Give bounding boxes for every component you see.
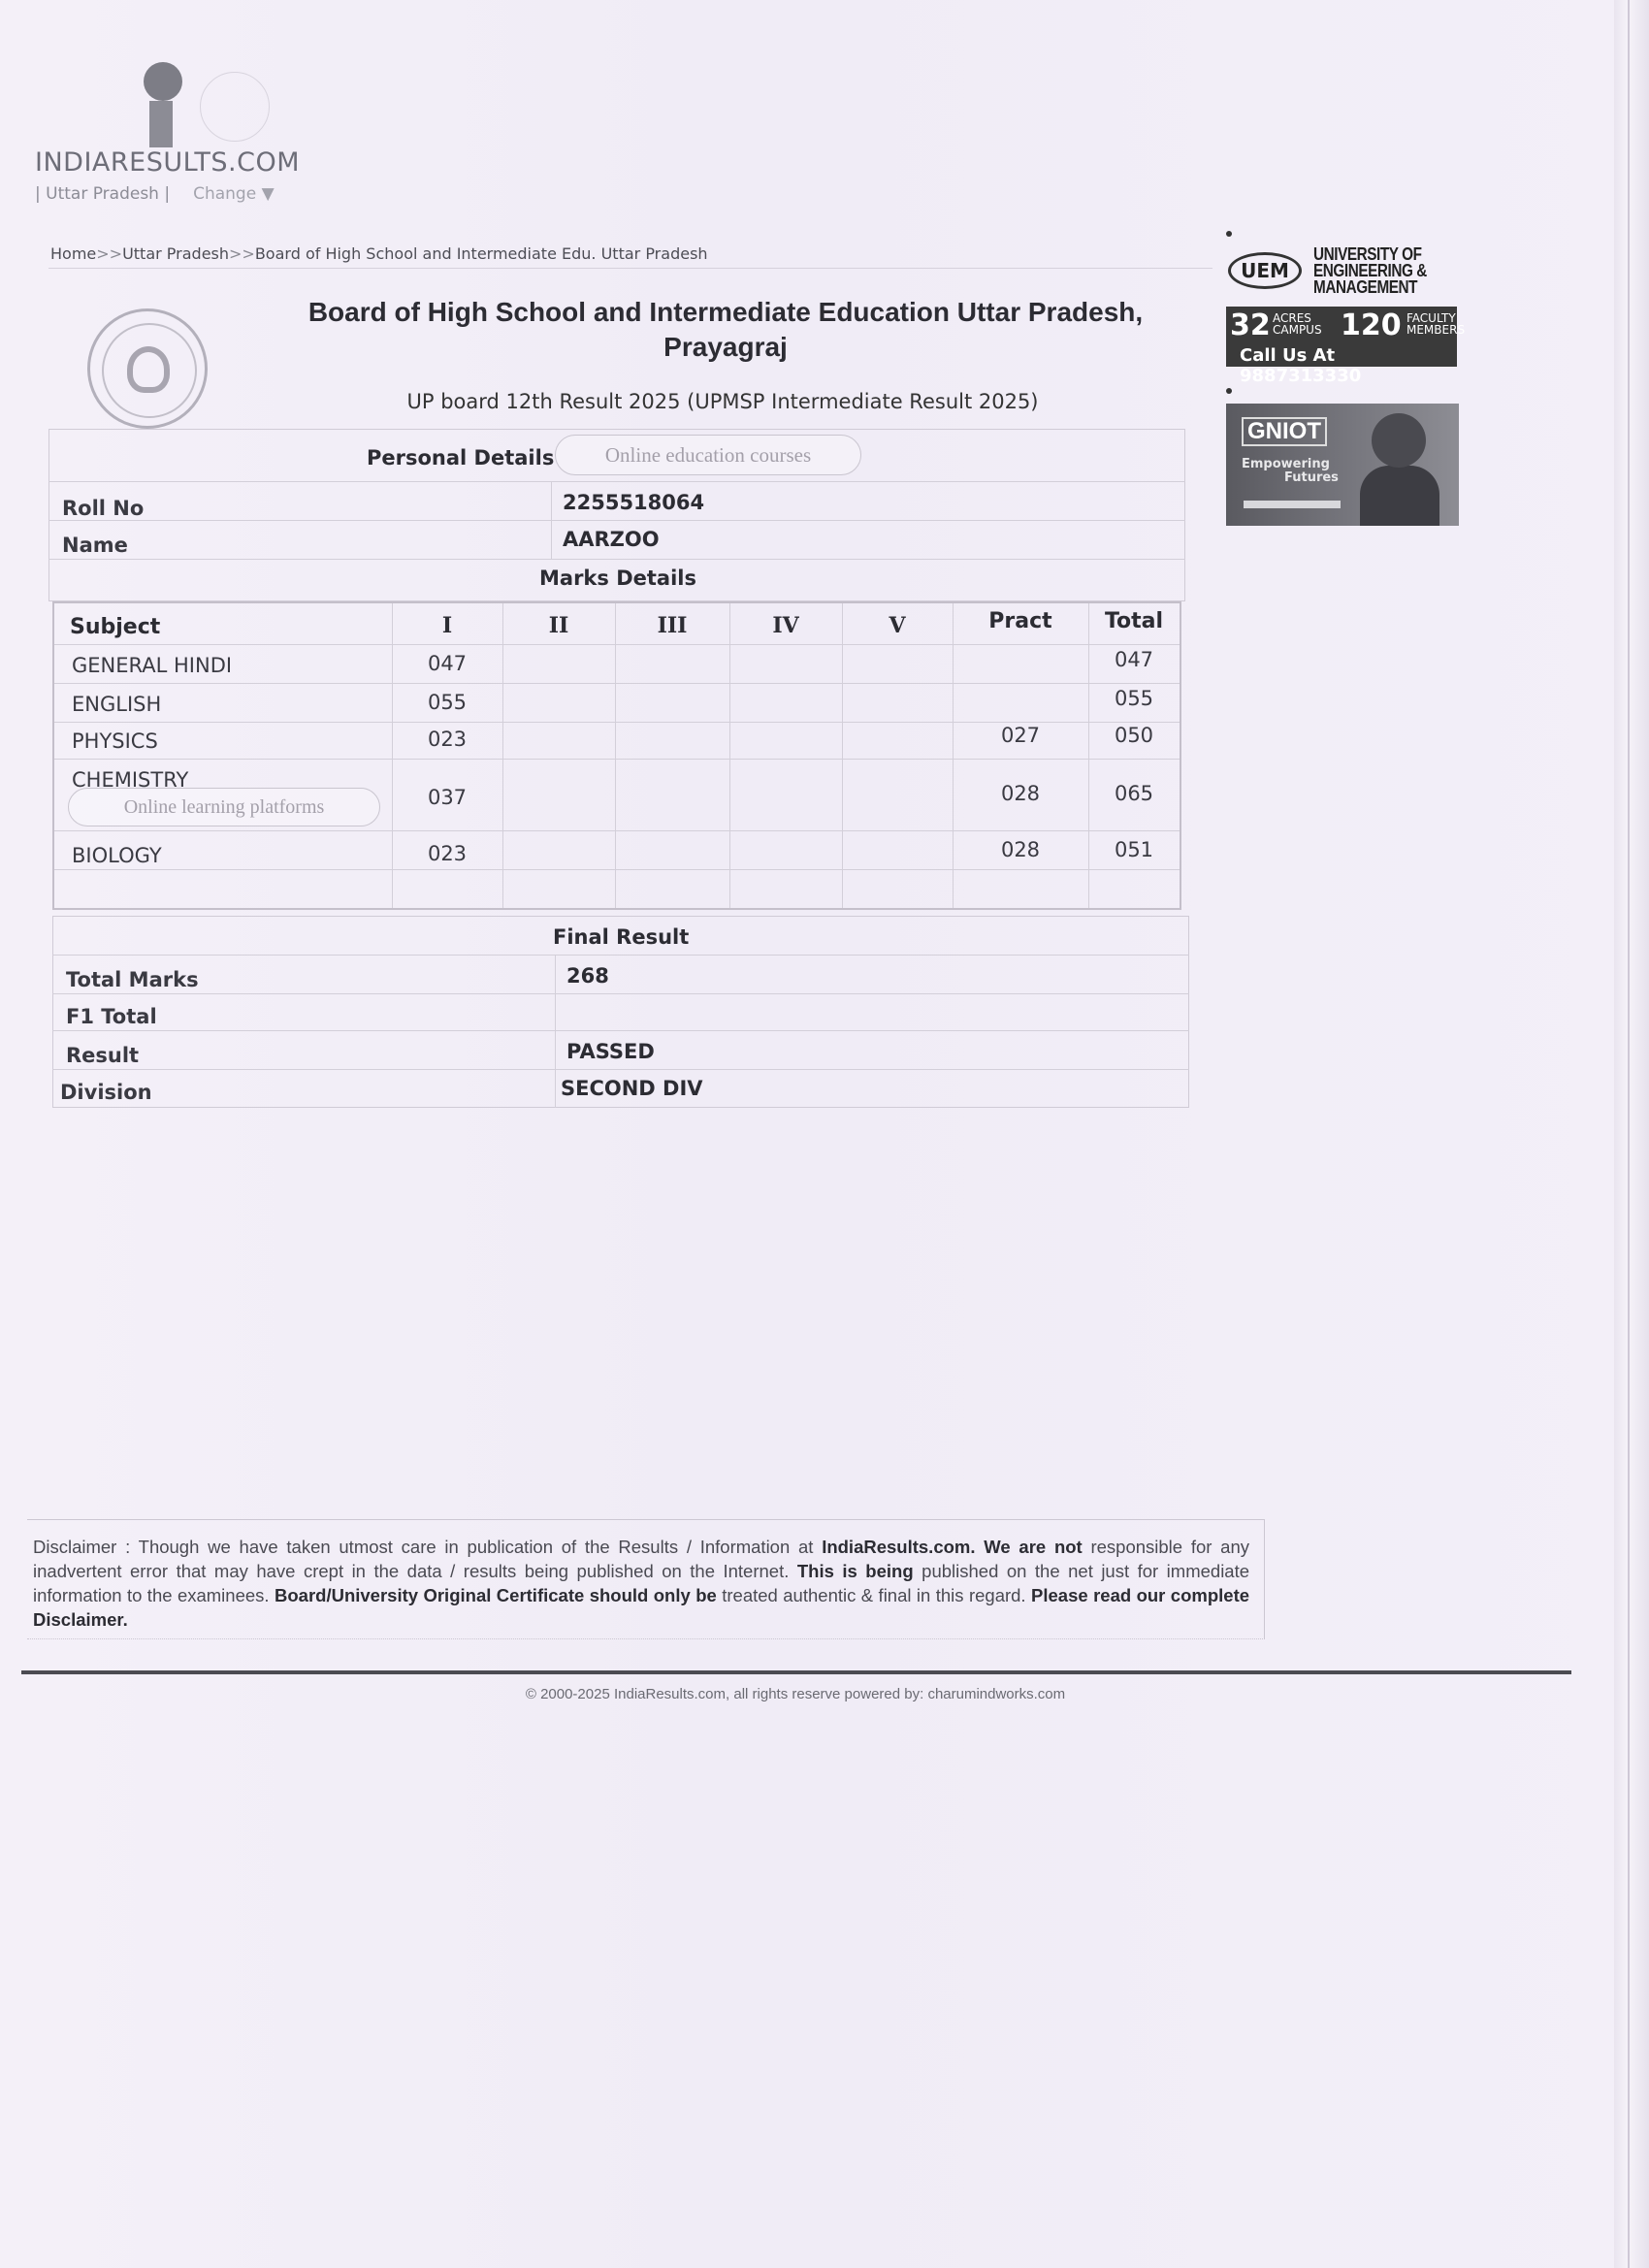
col-header-i: I [441,613,453,638]
row-divider [48,559,1185,560]
ad-uem-banner[interactable] [1226,244,1466,386]
uem-acres-label-b: CAMPUS [1273,323,1322,337]
subject-cell: CHEMISTRY [72,768,189,792]
board-seal-icon [87,308,208,429]
state-selector[interactable] [35,184,275,204]
column-divider [615,603,616,908]
marks-details-heading: Marks Details [539,567,696,590]
gniot-cta-bar [1244,501,1341,508]
result-label: Result [66,1044,140,1067]
col-header-v: V [889,613,906,638]
uem-stats-strip [1226,307,1466,386]
final-result-heading: Final Result [553,925,690,949]
uem-faculty-label [1406,312,1465,336]
row-divider [52,1069,1189,1070]
col-header-iii: III [657,613,688,638]
row-divider [54,722,1180,723]
mark-cell-pract: 028 [1000,838,1041,861]
bullet-icon [1226,231,1232,237]
row-divider [48,481,1185,482]
subject-cell: PHYSICS [72,729,158,753]
row-divider [54,759,1180,760]
column-divider [555,955,556,1108]
breadcrumb-state[interactable]: Uttar Pradesh [122,244,230,263]
ad-link-online-education[interactable]: Online education courses [555,435,861,475]
breadcrumb-home[interactable]: Home [50,244,97,263]
site-brand: INDIARESULTS.COM [35,147,301,178]
page-edge [1614,0,1649,2268]
uem-faculty-number: 120 [1341,308,1402,342]
uem-name-line: UNIVERSITY OF [1313,244,1422,264]
uem-name-line: MANAGEMENT [1313,277,1418,297]
total-marks-label: Total Marks [66,968,199,991]
state-name: | Uttar Pradesh | [35,184,171,204]
gniot-person-icon [1372,413,1426,468]
bullet-icon [1226,388,1232,394]
mark-cell-pract: 027 [1000,724,1041,747]
i-logo-icon [142,62,182,147]
gniot-tagline [1242,458,1339,485]
breadcrumb-separator: >> [96,244,123,263]
result-value: PASSED [566,1040,655,1063]
gniot-person-body [1360,466,1439,526]
mark-cell-i: 023 [427,842,468,865]
mark-cell-total: 065 [1114,782,1154,805]
name-label: Name [62,534,128,557]
uem-call-text: Call Us At 9887313330 [1240,345,1362,386]
col-header-pract: Pract [988,609,1052,633]
uem-name [1313,246,1427,296]
breadcrumb-board[interactable]: Board of High School and Intermediate Edu. Uttar Pradesh [254,244,708,263]
gniot-logo: GNIOT [1242,417,1327,446]
globe-icon [200,72,270,142]
mark-cell-i: 037 [427,786,468,809]
uem-name-line: ENGINEERING & [1313,261,1427,280]
subject-cell: BIOLOGY [72,844,162,867]
mark-cell-total: 050 [1114,724,1154,747]
title-line-2: Prayagraj [663,332,788,362]
mark-cell-i: 055 [427,691,468,714]
ad-gniot-banner[interactable] [1226,404,1459,526]
ad-link-online-learning[interactable]: Online learning platforms [68,788,380,826]
marks-table [52,601,1181,910]
gniot-tagline-a: Empowering [1242,457,1330,471]
f1-total-label: F1 Total [66,1005,157,1028]
personal-details-heading: Personal Details [367,446,555,470]
subject-cell: GENERAL HINDI [72,654,233,677]
site-logo[interactable] [35,58,307,213]
change-state-link[interactable]: Change ▼ [193,184,275,204]
breadcrumb-divider [48,268,1212,269]
disclaimer-text [33,1535,1249,1632]
row-divider [54,644,1180,645]
disclaimer-body: published on the net just for immediate information to the examinees. [33,1561,1250,1605]
uem-acres-number: 32 [1230,308,1271,342]
row-divider [54,683,1180,684]
breadcrumb [50,244,708,263]
mark-cell-total: 055 [1114,687,1154,710]
column-divider [953,603,954,908]
column-divider [842,603,843,908]
footer-copyright: © 2000-2025 IndiaResults.com, all rights reserve powered by: charumindworks.com [525,1686,1066,1702]
disclaimer-body: treated authentic & final in this regard. [722,1585,1026,1605]
disclaimer-lead: Disclaimer : Though we have taken utmost care in publication of the Results / Information at [33,1537,814,1557]
subject-cell: ENGLISH [72,693,162,716]
gniot-tagline-b: Futures [1284,470,1339,485]
row-divider [54,869,1180,870]
division-value: SECOND DIV [561,1077,703,1100]
uem-logo-icon: UEM [1228,252,1302,289]
title-line-1: Board of High School and Intermediate Education Uttar Pradesh, [307,297,1144,327]
disclaimer-emphasis: Board/University Original Certificate should only be [275,1585,717,1605]
disclaimer-emphasis: This is being [796,1561,914,1581]
row-divider [52,955,1189,956]
roll-no-label: Roll No [62,497,145,520]
uem-faculty-label-a: FACULTY [1406,311,1456,325]
row-divider [54,830,1180,831]
mark-cell-total: 047 [1114,648,1154,671]
disclaimer-site-link[interactable]: IndiaResults.com. We are not [822,1537,1083,1557]
column-divider [551,481,552,559]
uem-acres-label-a: ACRES [1273,311,1311,325]
roll-no-value: 2255518064 [563,491,705,514]
page-title [260,295,1191,365]
row-divider [52,993,1189,994]
mark-cell-pract: 028 [1000,782,1041,805]
uem-acres-label [1273,312,1322,336]
footer-divider [21,1670,1571,1674]
column-divider [502,603,503,908]
breadcrumb-separator: >> [229,244,255,263]
col-header-iv: IV [772,613,799,638]
col-header-ii: II [548,613,569,638]
uem-faculty-label-b: MEMBERS [1406,323,1466,337]
mark-cell-i: 023 [427,728,468,751]
row-divider [48,520,1185,521]
total-marks-value: 268 [566,964,609,988]
name-value: AARZOO [563,528,660,551]
col-header-subject: Subject [70,615,161,639]
result-subtitle: UP board 12th Result 2025 (UPMSP Intermediate Result 2025) [406,390,1039,413]
mark-cell-i: 047 [427,652,468,675]
column-divider [729,603,730,908]
row-divider [52,1030,1189,1031]
col-header-total: Total [1104,609,1164,633]
mark-cell-total: 051 [1114,838,1154,861]
disclaimer-body: responsible for any inadvertent error that may have crept in the data / results being published on the Internet. [33,1537,1249,1581]
division-label: Division [60,1081,152,1104]
disclaimer-link[interactable]: Please read our complete Disclaimer. [33,1585,1250,1630]
